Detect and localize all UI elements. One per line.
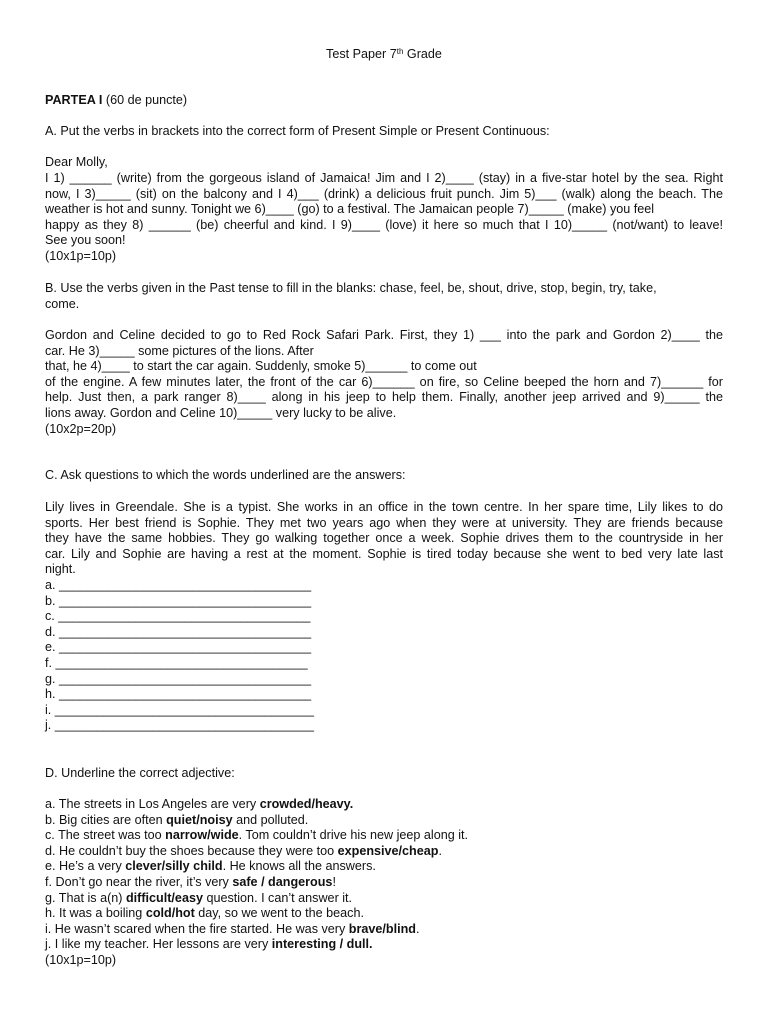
section-a-letter: [45, 171, 723, 265]
answer-line-i: i. _____________________________________: [45, 702, 314, 717]
letter-line: now, I 3)_____ (sit) on the balcony and I 4)___ (drink) a delicious fruit punch. Jim 5)___ (walk) along the beach. The: [45, 186, 723, 201]
partea-points: (60 de puncte): [102, 93, 188, 107]
partea-label: PARTEA I: [45, 93, 103, 107]
title-superscript: th: [396, 47, 404, 56]
adjective-choice: difficult/easy: [125, 890, 203, 905]
adjective-choice: interesting / dull.: [271, 937, 373, 952]
section-b-instruction: [45, 281, 723, 312]
section-b-story: [45, 328, 723, 437]
adjective-choice: quiet/noisy: [166, 812, 233, 827]
letter-line: See you soon!: [45, 233, 126, 248]
story-line: help. Just then, a park ranger 8)____ along in his jeep to help them. Finally, another jeep arrived and 9)_____ the: [45, 390, 723, 405]
story-line: lions away. Gordon and Celine 10)_____ very lucky to be alive.: [45, 405, 397, 420]
answer-line-h: h. ____________________________________: [45, 687, 312, 702]
section-d-items: [45, 797, 723, 969]
section-b-score: (10x2p=20p): [45, 421, 117, 436]
story-line: Gordon and Celine decided to go to Red Rock Safari Park. First, they 1) ___ into the park and Gordon 2)____ the: [45, 328, 723, 342]
story-line: that, he 4)____ to start the car again. Suddenly, smoke 5)______ to come out: [45, 359, 477, 374]
letter-line: weather is hot and sunny. Tonight we 6)____ (go) to a festival. The Jamaican people 7)_____ (make) you feel: [45, 202, 655, 217]
title-text: Test Paper 7: [326, 47, 397, 61]
answer-line-c: c. ____________________________________: [45, 609, 311, 624]
instruction-line: come.: [45, 296, 80, 311]
instruction-line: B. Use the verbs given in the Past tense to fill in the blanks: chase, feel, be, shout, drive, stop, begin, try, take,: [45, 281, 657, 295]
adjective-item: j. I like my teacher. Her lessons are very interesting / dull.: [45, 937, 373, 952]
adjective-item: a. The streets in Los Angeles are very crowded/heavy.: [45, 797, 354, 811]
adjective-choice: expensive/cheap: [337, 843, 439, 858]
adjective-choice: clever/silly child: [125, 859, 223, 874]
adjective-item: c. The street was too narrow/wide. Tom couldn’t drive his new jeep along it.: [45, 828, 469, 843]
passage-line: sports. Her best friend is Sophie. They met two years ago when they were at university. They are friends because: [45, 515, 723, 530]
adjective-item: i. He wasn’t scared when the fire started. He was very brave/blind.: [45, 921, 420, 936]
letter-line: happy as they 8) ______ (be) cheerful and kind. I 9)____ (love) it here so much that I 10)_____ (not/want) to leave!: [45, 217, 723, 232]
section-d-score: (10x1p=10p): [45, 952, 117, 967]
partea-heading: [45, 93, 723, 109]
section-a-greeting: Dear Molly,: [45, 155, 108, 169]
passage-line: car. Lily and Sophie are having a rest at the moment. Sophie is tired today because she went to bed very late last: [45, 546, 723, 561]
section-d-instruction: D. Underline the correct adjective:: [45, 766, 235, 780]
adjective-item: g. That is a(n) difficult/easy question. I can’t answer it.: [45, 890, 353, 905]
section-c-instruction: C. Ask questions to which the words underlined are the answers:: [45, 468, 406, 482]
answer-line-g: g. ____________________________________: [45, 671, 312, 686]
section-a-score: (10x1p=10p): [45, 248, 117, 263]
story-line: of the engine. A few minutes later, the front of the car 6)______ on fire, so Celine beeped the horn and 7)______ for: [45, 374, 723, 389]
passage-line: Lily lives in Greendale. She is a typist. She works in an office in the town centre. In her spare time, Lily likes to do: [45, 500, 723, 514]
adjective-item: f. Don’t go near the river, it’s very safe / dangerous!: [45, 874, 336, 889]
adjective-item: d. He couldn’t buy the shoes because they were too expensive/cheap.: [45, 843, 442, 858]
answer-line-f: f. ____________________________________: [45, 655, 308, 670]
title-suffix: Grade: [403, 47, 442, 61]
adjective-choice: safe / dangerous: [232, 874, 333, 889]
answer-line-a: a. ____________________________________: [45, 577, 312, 592]
section-a-instruction: A. Put the verbs in brackets into the correct form of Present Simple or Present Continuous:: [45, 124, 550, 138]
adjective-choice: brave/blind: [348, 921, 416, 936]
answer-line-d: d. ____________________________________: [45, 624, 312, 639]
answer-line-b: b. ____________________________________: [45, 593, 312, 608]
adjective-item: b. Big cities are often quiet/noisy and polluted.: [45, 812, 309, 827]
passage-line: night.: [45, 562, 76, 577]
section-c-passage: [45, 500, 723, 734]
answer-line-j: j. _____________________________________: [45, 718, 314, 733]
answer-line-e: e. ____________________________________: [45, 640, 312, 655]
story-line: car. He 3)_____ some pictures of the lions. After: [45, 343, 314, 358]
adjective-item: e. He’s a very clever/silly child. He knows all the answers.: [45, 859, 376, 874]
adjective-choice: narrow/wide: [165, 828, 239, 843]
adjective-item: h. It was a boiling cold/hot day, so we went to the beach.: [45, 906, 364, 921]
passage-line: they have the same hobbies. They go walking together once a week. Sophie drives them to the countryside in her: [45, 531, 723, 546]
page-title: [45, 47, 723, 63]
adjective-choice: cold/hot: [145, 906, 195, 921]
adjective-choice: crowded/heavy.: [259, 797, 354, 811]
letter-line: I 1) ______ (write) from the gorgeous island of Jamaica! Jim and I 2)____ (stay) in a five-star hotel by the sea. Right: [45, 171, 723, 185]
